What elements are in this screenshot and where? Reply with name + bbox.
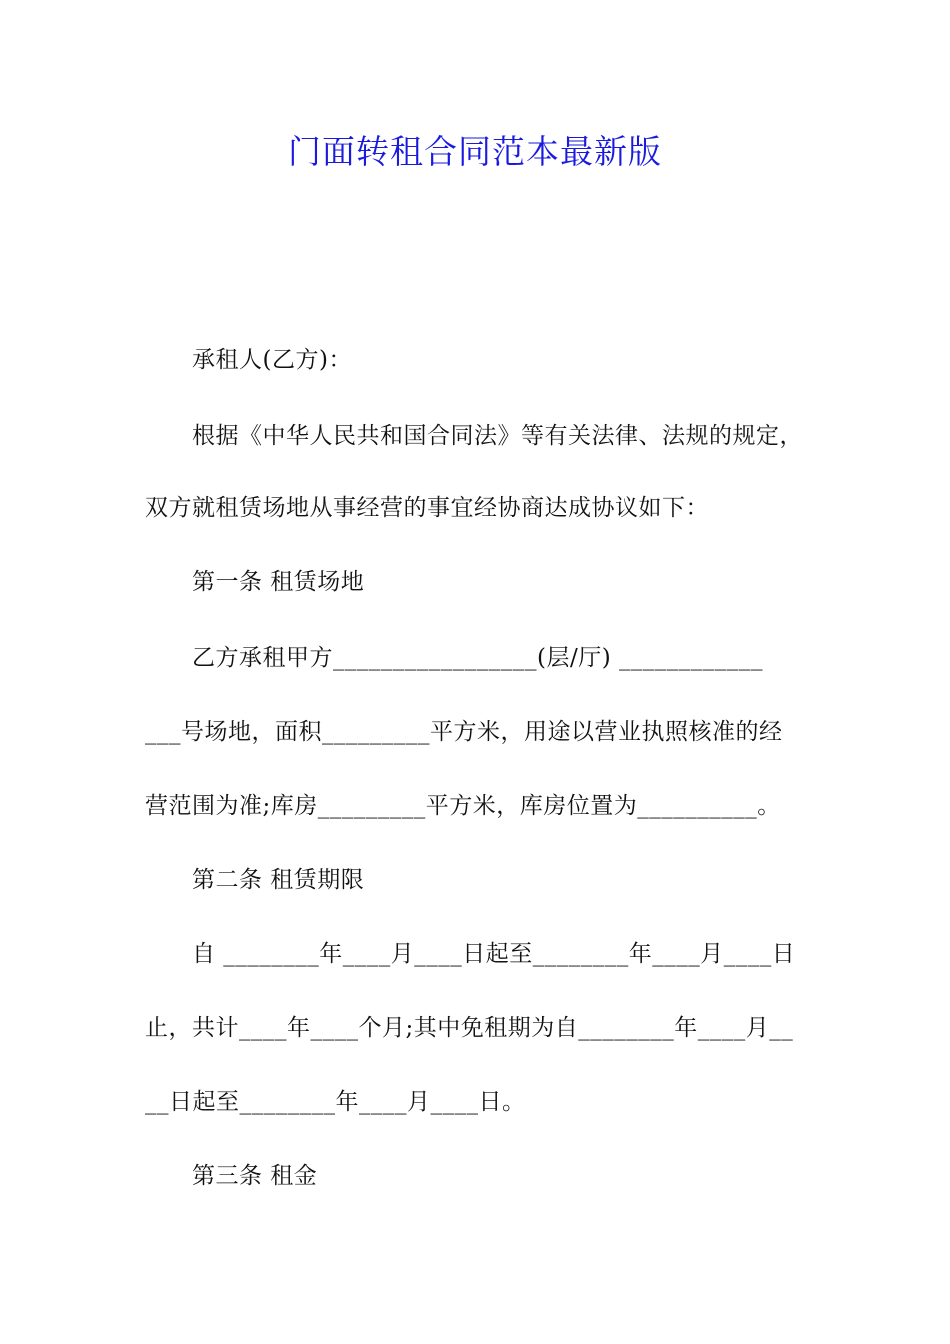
article-2-heading: 第二条 租赁期限 bbox=[192, 867, 365, 893]
article-2-line-3: __日起至________年____月____日。 bbox=[145, 1089, 526, 1115]
article-3-heading: 第三条 租金 bbox=[192, 1163, 318, 1189]
article-1-line-1: 乙方承租甲方_________________(层/厅) ____________ bbox=[192, 645, 764, 671]
article-2-line-2: 止，共计____年____个月;其中免租期为自________年____月__ bbox=[145, 1015, 794, 1041]
article-1-heading: 第一条 租赁场地 bbox=[192, 569, 365, 595]
lessee-line: 承租人(乙方)： bbox=[192, 347, 352, 373]
article-2-line-1: 自 ________年____月____日起至________年____月____日 bbox=[192, 941, 796, 967]
basis-paragraph-line-2: 双方就租赁场地从事经营的事宜经协商达成协议如下： bbox=[145, 495, 709, 521]
article-1-line-3: 营范围为准;库房_________平方米，库房位置为__________。 bbox=[145, 793, 781, 819]
article-1-line-2: ___号场地，面积_________平方米，用途以营业执照核准的经 bbox=[145, 719, 783, 745]
basis-paragraph-line-1: 根据《中华人民共和国合同法》等有关法律、法规的规定， bbox=[192, 423, 803, 449]
document-title: 门面转租合同范本最新版 bbox=[288, 132, 662, 171]
